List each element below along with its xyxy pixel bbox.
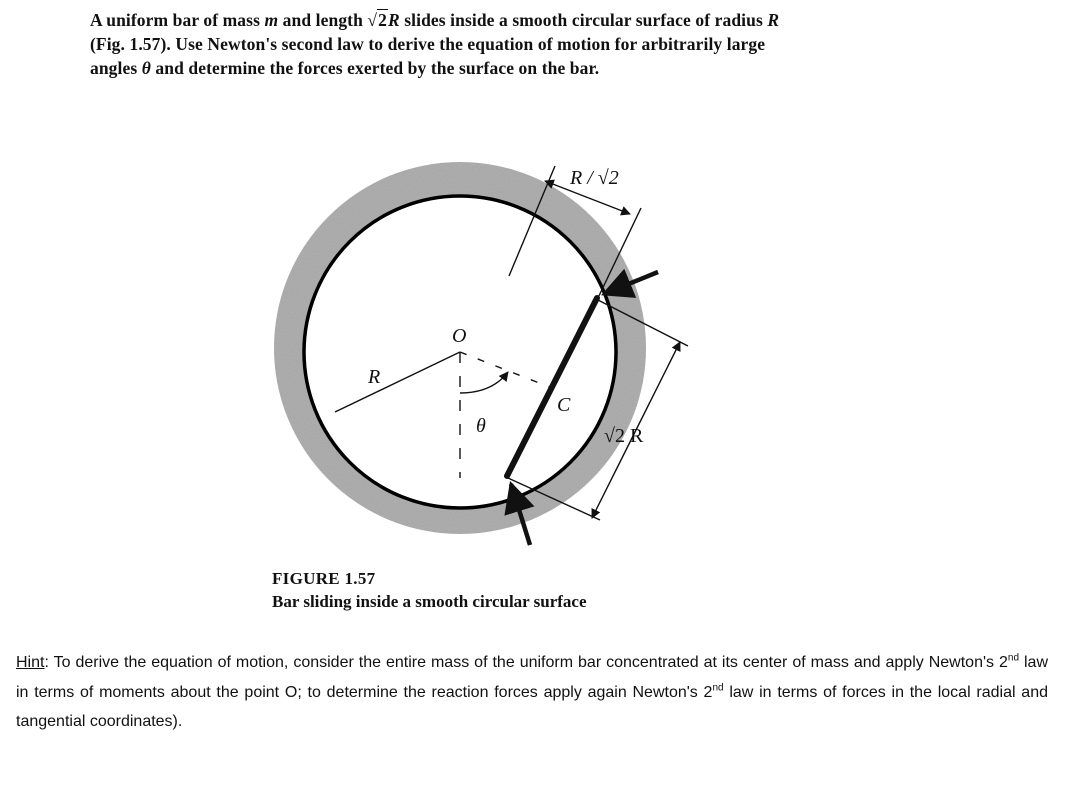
problem-line-2: (Fig. 1.57). Use Newton's second law to derive the equation of motion for arbitrarily large: [90, 34, 766, 54]
radius-symbol: R: [387, 10, 400, 30]
problem-line-3: [90, 56, 940, 80]
label-r: R: [368, 366, 381, 388]
label-sqrt2-r: √2 R: [604, 425, 644, 447]
sqrt-symbol: √2: [367, 10, 387, 30]
label-o: O: [452, 325, 467, 347]
problem-line-1: [90, 8, 940, 32]
caption-subtitle: Bar sliding inside a smooth circular surface: [272, 592, 587, 611]
figure-bar-in-circle: [250, 135, 730, 575]
hint-label: Hint: [16, 654, 45, 671]
hint-paragraph: [16, 648, 1048, 737]
problem-text: slides inside a smooth circular surface of radius: [399, 10, 768, 30]
problem-statement: [90, 8, 940, 80]
problem-text: angles: [90, 58, 142, 78]
problem-text: A uniform bar of mass: [90, 10, 265, 30]
figure-caption: [272, 567, 587, 613]
label-theta: θ: [476, 415, 486, 437]
theta-symbol: θ: [141, 58, 151, 78]
mass-symbol: m: [264, 10, 279, 30]
superscript-nd: nd: [1007, 652, 1020, 664]
hint-text: law in terms of moments about the point O; to determine the reaction forces apply again Newton's 2: [16, 654, 1048, 701]
problem-text: and length: [278, 10, 368, 30]
superscript-nd: nd: [712, 682, 724, 694]
caption-title: FIGURE 1.57: [272, 569, 376, 588]
hint-text: law in terms of forces in the local radial and tangential coordinates).: [16, 683, 1048, 730]
problem-text: and determine the forces exerted by the surface on the bar.: [150, 58, 600, 78]
label-r-over-sqrt2: R / √2: [570, 167, 619, 189]
sqrt-argument: 2: [378, 10, 387, 30]
label-c: C: [557, 394, 571, 416]
hint-text: : To derive the equation of motion, consider the entire mass of the uniform bar concentrated at its center of mass and apply Newton's 2: [44, 654, 1008, 671]
radius-symbol: R: [767, 10, 780, 30]
